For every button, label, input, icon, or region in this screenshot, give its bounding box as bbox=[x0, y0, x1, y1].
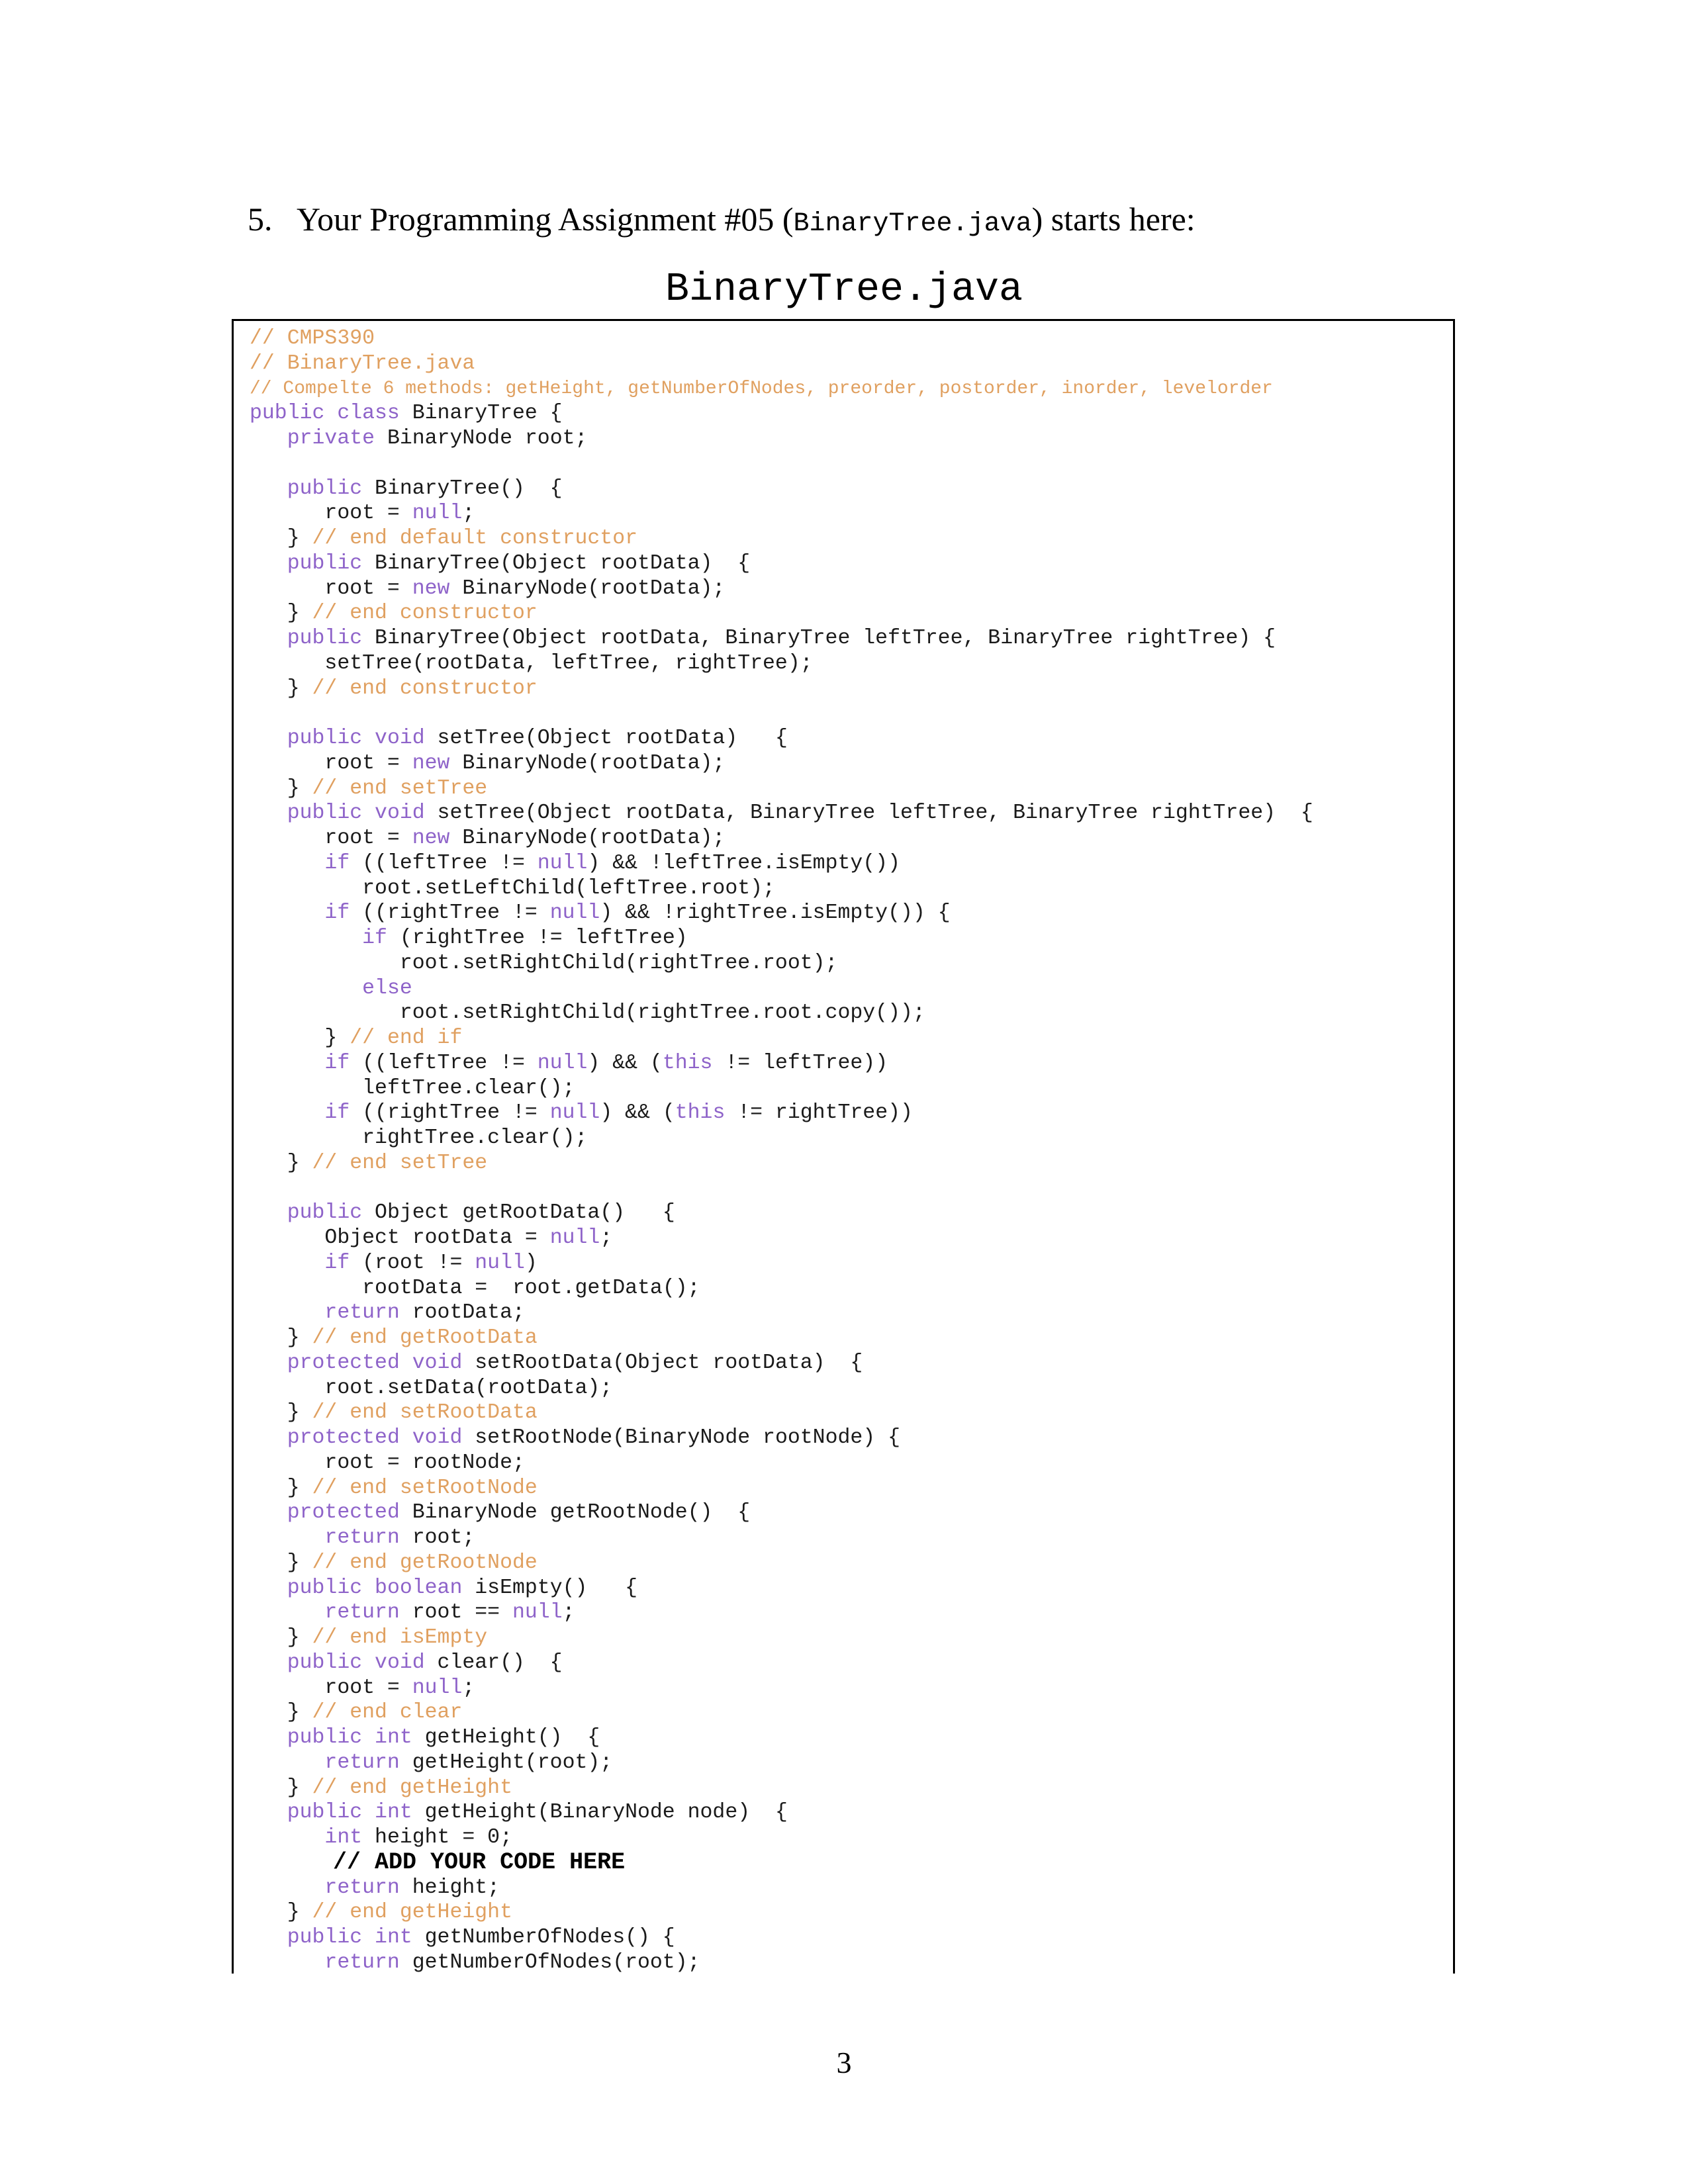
code-keyword: if bbox=[324, 851, 350, 875]
section-number: 5. bbox=[248, 201, 273, 238]
code-keyword: null bbox=[475, 1251, 525, 1275]
code-line bbox=[250, 1800, 1313, 1825]
code-keyword: return bbox=[324, 1876, 400, 1899]
code-keyword: null bbox=[537, 851, 588, 875]
code-keyword: return bbox=[324, 1601, 400, 1625]
code-comment: // end setRootData bbox=[312, 1401, 538, 1425]
code-text: ; bbox=[600, 1226, 613, 1250]
code-text: BinaryNode root; bbox=[375, 427, 588, 450]
heading-filename: BinaryTree.java bbox=[793, 209, 1032, 239]
code-line bbox=[250, 776, 1313, 801]
section-heading bbox=[248, 196, 1196, 248]
code-keyword: null bbox=[412, 1676, 463, 1700]
code-line bbox=[250, 751, 1313, 776]
code-line bbox=[250, 926, 1313, 951]
code-text: ) && ( bbox=[587, 1051, 663, 1075]
code-comment: // end default constructor bbox=[312, 527, 638, 550]
code-line bbox=[250, 1925, 1313, 1950]
code-text: } bbox=[287, 602, 312, 625]
code-text: (root != bbox=[350, 1251, 475, 1275]
code-line bbox=[250, 1700, 1313, 1725]
code-keyword: public int bbox=[287, 1926, 412, 1949]
code-keyword: this bbox=[662, 1051, 713, 1075]
code-text: } bbox=[287, 1551, 312, 1574]
code-line bbox=[250, 1251, 1313, 1276]
code-line bbox=[250, 976, 1313, 1001]
code-keyword: public bbox=[287, 627, 363, 650]
code-keyword: null bbox=[412, 502, 463, 525]
page-number: 3 bbox=[836, 2046, 852, 2079]
code-text: getHeight() { bbox=[412, 1726, 600, 1749]
code-keyword: else bbox=[362, 976, 412, 1000]
code-line bbox=[250, 576, 1313, 602]
code-text: } bbox=[287, 1326, 312, 1349]
code-line bbox=[250, 1900, 1313, 1925]
code-comment: // Compelte 6 methods: getHeight, getNumberOfNodes, preorder, postorder, inorder, levelorder bbox=[250, 378, 1273, 399]
code-line bbox=[250, 1226, 1313, 1251]
code-line bbox=[250, 1400, 1313, 1426]
code-line bbox=[250, 1600, 1313, 1625]
code-text: setTree(rootData, leftTree, rightTree); bbox=[324, 651, 813, 675]
code-text: Object getRootData() { bbox=[362, 1201, 675, 1225]
code-keyword: public int bbox=[287, 1801, 412, 1825]
code-text: BinaryTree(Object rootData, BinaryTree leftTree, BinaryTree rightTree) { bbox=[362, 627, 1276, 650]
code-text: root = bbox=[324, 751, 412, 775]
code-keyword: public boolean bbox=[287, 1576, 463, 1600]
code-comment: // end setTree bbox=[312, 776, 488, 800]
code-line bbox=[250, 1776, 1313, 1801]
code-text: isEmpty() { bbox=[462, 1576, 638, 1600]
code-text: ((rightTree != bbox=[350, 1101, 550, 1125]
code-line bbox=[250, 1426, 1313, 1451]
code-keyword: protected void bbox=[287, 1351, 463, 1375]
code-comment: // end getHeight bbox=[312, 1901, 512, 1925]
code-comment: // BinaryTree.java bbox=[250, 351, 475, 375]
code-line bbox=[250, 626, 1313, 651]
code-text: BinaryTree { bbox=[399, 402, 563, 426]
code-text: leftTree.clear(); bbox=[362, 1076, 575, 1100]
code-line bbox=[250, 451, 1313, 477]
code-keyword: return bbox=[324, 1526, 400, 1549]
code-line bbox=[250, 1351, 1313, 1376]
code-text: rightTree.clear(); bbox=[362, 1126, 588, 1150]
code-comment: // end getHeight bbox=[312, 1776, 512, 1799]
code-text: setRootNode(BinaryNode rootNode) { bbox=[462, 1426, 900, 1449]
code-line bbox=[250, 551, 1313, 576]
code-comment: // end constructor bbox=[312, 676, 538, 700]
code-line bbox=[250, 1026, 1313, 1051]
code-comment: // CMPS390 bbox=[250, 327, 375, 350]
code-text: BinaryTree(Object rootData) { bbox=[362, 551, 751, 575]
code-line bbox=[250, 1725, 1313, 1751]
code-line bbox=[250, 1950, 1313, 1974]
code-text: getHeight(root); bbox=[399, 1751, 613, 1774]
code-keyword: public bbox=[287, 477, 363, 500]
code-line bbox=[250, 1151, 1313, 1176]
code-text: } bbox=[287, 1901, 312, 1925]
code-line bbox=[250, 676, 1313, 702]
code-text: ) bbox=[524, 1251, 538, 1275]
code-line bbox=[250, 1451, 1313, 1476]
code-keyword: if bbox=[324, 1251, 350, 1275]
code-line bbox=[250, 1551, 1313, 1576]
code-line bbox=[250, 1176, 1313, 1201]
code-keyword: return bbox=[324, 1301, 400, 1325]
code-keyword: new bbox=[412, 827, 450, 850]
code-text: setTree(Object rootData) { bbox=[424, 727, 788, 750]
code-text: root = bbox=[324, 502, 412, 525]
code-text: } bbox=[287, 527, 312, 550]
code-line bbox=[250, 401, 1313, 426]
code-line bbox=[250, 1576, 1313, 1601]
code-text: getNumberOfNodes() { bbox=[412, 1926, 675, 1949]
code-text: root = bbox=[324, 1676, 412, 1700]
code-line bbox=[250, 1101, 1313, 1126]
code-comment: // end constructor bbox=[312, 602, 538, 625]
heading-suffix: ) starts here: bbox=[1031, 201, 1196, 238]
code-keyword: null bbox=[537, 1051, 588, 1075]
code-keyword: null bbox=[549, 901, 600, 925]
code-line bbox=[250, 426, 1313, 451]
code-text: ((leftTree != bbox=[350, 1051, 538, 1075]
code-text: height = 0; bbox=[362, 1826, 512, 1849]
code-text: BinaryTree() { bbox=[362, 477, 563, 500]
code-line bbox=[250, 1751, 1313, 1776]
code-line bbox=[250, 1300, 1313, 1326]
code-text: != rightTree)) bbox=[725, 1101, 913, 1125]
code-line bbox=[250, 526, 1313, 551]
code-text: } bbox=[287, 776, 312, 800]
code-comment: // end if bbox=[350, 1026, 463, 1050]
code-comment: // end getRootData bbox=[312, 1326, 538, 1349]
code-line bbox=[250, 901, 1313, 926]
code-text: root.setRightChild(rightTree.root); bbox=[399, 951, 838, 975]
code-text: } bbox=[287, 1476, 312, 1500]
code-keyword: public void bbox=[287, 727, 425, 750]
code-line bbox=[250, 801, 1313, 826]
code-text: root = bbox=[324, 827, 412, 850]
code-text: root.setRightChild(rightTree.root.copy()); bbox=[399, 1001, 925, 1025]
code-line bbox=[250, 1500, 1313, 1525]
code-text: Object rootData = bbox=[324, 1226, 550, 1250]
code-line bbox=[250, 501, 1313, 526]
code-keyword: null bbox=[549, 1101, 600, 1125]
code-keyword: return bbox=[324, 1751, 400, 1774]
code-keyword: if bbox=[362, 927, 387, 950]
code-line bbox=[250, 1001, 1313, 1026]
code-keyword: null bbox=[549, 1226, 600, 1250]
code-line bbox=[250, 1876, 1313, 1901]
code-text: } bbox=[287, 676, 312, 700]
code-text: rootData; bbox=[399, 1301, 525, 1325]
code-text: } bbox=[324, 1026, 350, 1050]
code-line bbox=[250, 377, 1313, 402]
code-line bbox=[250, 1076, 1313, 1101]
code-text: ; bbox=[562, 1601, 575, 1625]
code-keyword: return bbox=[324, 1950, 400, 1974]
code-comment: // end getRootNode bbox=[312, 1551, 538, 1574]
code-text: } bbox=[287, 1701, 312, 1725]
code-text: } bbox=[287, 1626, 312, 1649]
code-line bbox=[250, 1476, 1313, 1501]
code-text: ; bbox=[462, 502, 475, 525]
code-keyword: public class bbox=[250, 402, 400, 426]
code-text: height; bbox=[399, 1876, 500, 1899]
code-keyword: if bbox=[324, 1101, 350, 1125]
code-text: } bbox=[287, 1401, 312, 1425]
code-line bbox=[250, 1201, 1313, 1226]
code-comment: // end setTree bbox=[312, 1151, 488, 1175]
code-text: getNumberOfNodes(root); bbox=[399, 1950, 700, 1974]
code-text: ) && ( bbox=[600, 1101, 675, 1125]
code-line bbox=[250, 1651, 1313, 1676]
code-text: BinaryNode(rootData); bbox=[449, 827, 726, 850]
code-text: != leftTree)) bbox=[712, 1051, 888, 1075]
code-text: } bbox=[287, 1151, 312, 1175]
code-text: rootData = root.getData(); bbox=[362, 1276, 700, 1300]
code-line bbox=[250, 1276, 1313, 1301]
file-title: BinaryTree.java bbox=[665, 267, 1023, 312]
code-comment: // end setRootNode bbox=[312, 1476, 538, 1500]
code-keyword: protected bbox=[287, 1501, 400, 1525]
code-line bbox=[250, 701, 1313, 726]
code-text: getHeight(BinaryNode node) { bbox=[412, 1801, 788, 1825]
code-text: setTree(Object rootData, BinaryTree leftTree, BinaryTree rightTree) { bbox=[424, 801, 1313, 825]
code-line bbox=[250, 1850, 1313, 1876]
code-line bbox=[250, 826, 1313, 851]
code-text: BinaryNode(rootData); bbox=[449, 576, 726, 600]
code-keyword: if bbox=[324, 1051, 350, 1075]
code-line bbox=[250, 726, 1313, 751]
code-comment: // end isEmpty bbox=[312, 1626, 488, 1649]
code-text: } bbox=[287, 1776, 312, 1799]
code-text: root == bbox=[399, 1601, 512, 1625]
code-listing bbox=[250, 326, 1313, 1974]
code-keyword: null bbox=[512, 1601, 563, 1625]
code-comment: // end clear bbox=[312, 1701, 463, 1725]
code-text: (rightTree != leftTree) bbox=[387, 927, 688, 950]
code-keyword: new bbox=[412, 751, 450, 775]
code-line bbox=[250, 651, 1313, 676]
code-line bbox=[250, 477, 1313, 502]
code-keyword: private bbox=[287, 427, 375, 450]
code-line bbox=[250, 1051, 1313, 1076]
code-text: clear() { bbox=[424, 1651, 563, 1674]
code-line bbox=[250, 601, 1313, 626]
code-line bbox=[250, 1676, 1313, 1701]
code-keyword: int bbox=[324, 1826, 363, 1849]
code-text: root = bbox=[324, 576, 412, 600]
code-line bbox=[250, 1825, 1313, 1850]
code-line bbox=[250, 1525, 1313, 1551]
code-text: ) && !leftTree.isEmpty()) bbox=[587, 851, 900, 875]
code-text: root = rootNode; bbox=[324, 1451, 525, 1475]
code-text: ) && !rightTree.isEmpty()) { bbox=[600, 901, 951, 925]
code-line bbox=[250, 876, 1313, 901]
code-line bbox=[250, 851, 1313, 876]
code-text: // ADD YOUR CODE HERE bbox=[333, 1848, 626, 1876]
code-text: BinaryNode(rootData); bbox=[449, 751, 726, 775]
code-text: root.setData(rootData); bbox=[324, 1376, 613, 1400]
code-line bbox=[250, 1625, 1313, 1651]
code-text: root.setLeftChild(leftTree.root); bbox=[362, 876, 775, 900]
code-text: ((rightTree != bbox=[350, 901, 550, 925]
code-line bbox=[250, 951, 1313, 976]
heading-prefix: Your Programming Assignment #05 ( bbox=[297, 201, 794, 238]
code-keyword: if bbox=[324, 901, 350, 925]
code-text: ((leftTree != bbox=[350, 851, 538, 875]
code-line bbox=[250, 1126, 1313, 1151]
code-line bbox=[250, 1326, 1313, 1351]
code-text: setRootData(Object rootData) { bbox=[462, 1351, 863, 1375]
code-listing-box bbox=[232, 319, 1455, 1974]
code-keyword: public int bbox=[287, 1726, 412, 1749]
code-keyword: public bbox=[287, 551, 363, 575]
code-line bbox=[250, 351, 1313, 377]
code-keyword: new bbox=[412, 576, 450, 600]
code-keyword: this bbox=[675, 1101, 726, 1125]
code-line bbox=[250, 1376, 1313, 1401]
code-keyword: public void bbox=[287, 801, 425, 825]
code-keyword: public bbox=[287, 1201, 363, 1225]
code-text: BinaryNode getRootNode() { bbox=[399, 1501, 751, 1525]
code-keyword: protected void bbox=[287, 1426, 463, 1449]
code-keyword: public void bbox=[287, 1651, 425, 1674]
code-line bbox=[250, 326, 1313, 351]
code-text: root; bbox=[399, 1526, 475, 1549]
code-text: ; bbox=[462, 1676, 475, 1700]
